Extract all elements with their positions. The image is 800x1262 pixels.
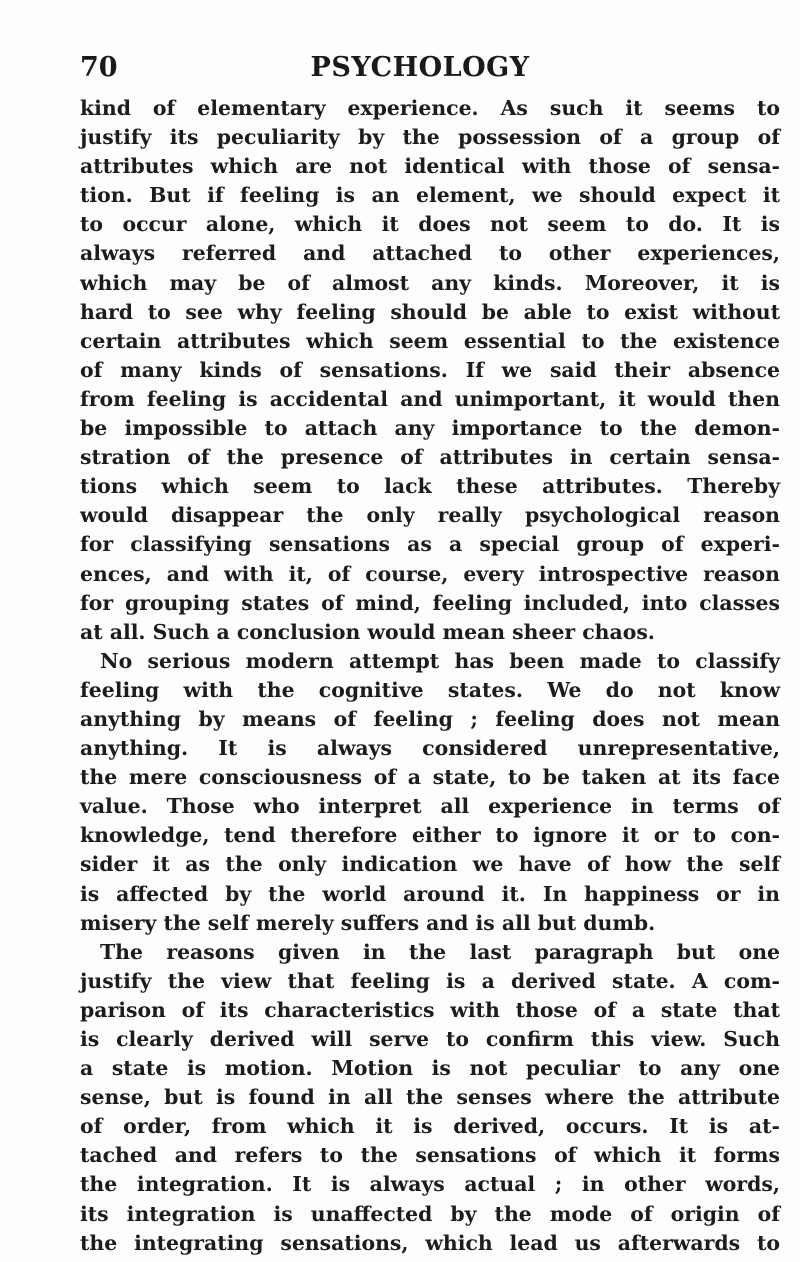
text-line: attributes which are not identical with those of sensa- xyxy=(80,154,780,179)
page-number: 70 xyxy=(80,52,118,83)
running-head xyxy=(80,52,760,92)
text-line: from feeling is accidental and unimportant, it would then xyxy=(80,386,780,411)
text-line: always referred and attached to other experiences, xyxy=(80,241,780,266)
text-line: sider it as the only indication we have of how the self xyxy=(80,852,780,877)
text-line: tions which seem to lack these attributes. Thereby xyxy=(80,474,780,499)
text-line: justify the view that feeling is a derived state. A com- xyxy=(80,968,780,993)
text-line: is clearly derived will serve to confirm this view. Such xyxy=(80,1027,780,1051)
text-line: value. Those who interpret all experience in terms of xyxy=(80,794,780,819)
text-line: would disappear the only really psychological reason xyxy=(80,503,780,528)
text-line: justify its peculiarity by the possession of a group of xyxy=(80,125,780,150)
text-line: of order, from which it is derived, occurs. It is at- xyxy=(80,1114,780,1139)
text-line: The reasons given in the last paragraph but one xyxy=(100,939,780,964)
text-line: feeling with the cognitive states. We do not know xyxy=(80,677,780,702)
text-line: No serious modern attempt has been made to classify xyxy=(100,648,780,673)
text-line: to occur alone, which it does not seem to do. It is xyxy=(80,212,780,237)
text-line: ences, and with it, of course, every introspective reason xyxy=(80,561,780,586)
text-line: the integrating sensations, which lead us afterwards to xyxy=(80,1230,780,1255)
text-line: certain attributes which seem essential to the existence xyxy=(80,328,780,353)
text-line: anything by means of feeling ; feeling does not mean xyxy=(80,706,780,731)
text-line: tached and refers to the sensations of which it forms xyxy=(80,1143,780,1168)
page-title: PSYCHOLOGY xyxy=(310,52,530,83)
text-line: stration of the presence of attributes in certain sensa- xyxy=(80,445,780,470)
text-line: for classifying sensations as a special group of experi- xyxy=(80,532,780,557)
text-line: anything. It is always considered unrepresentative, xyxy=(80,736,780,761)
text-line: a state is motion. Motion is not peculiar to any one xyxy=(80,1056,780,1081)
text-line: the mere consciousness of a state, to be taken at its face xyxy=(80,765,780,790)
text-line: misery the self merely suffers and is all but dumb. xyxy=(80,910,656,935)
text-line: at all. Such a conclusion would mean sheer chaos. xyxy=(80,619,655,644)
text-line: kind of elementary experience. As such it seems to xyxy=(80,96,780,120)
text-line: tion. But if feeling is an element, we should expect it xyxy=(80,183,780,208)
text-line: is affected by the world around it. In happiness or in xyxy=(80,881,780,906)
text-line: the integration. It is always actual ; in other words, xyxy=(80,1172,780,1197)
text-line: for grouping states of mind, feeling included, into classes xyxy=(80,590,780,615)
text-line: be impossible to attach any importance to the demon- xyxy=(80,416,780,441)
text-line: sense, but is found in all the senses where the attribute xyxy=(80,1085,780,1110)
text-line: parison of its characteristics with those of a state that xyxy=(80,997,780,1022)
text-line: hard to see why feeling should be able to exist without xyxy=(80,299,780,324)
text-line: knowledge, tend therefore either to ignore it or to con- xyxy=(80,823,780,848)
text-line: which may be of almost any kinds. Moreover, it is xyxy=(80,270,780,295)
body-text xyxy=(80,94,780,1258)
text-line: its integration is unaffected by the mode of origin of xyxy=(80,1201,780,1226)
text-line: of many kinds of sensations. If we said their absence xyxy=(80,357,780,382)
